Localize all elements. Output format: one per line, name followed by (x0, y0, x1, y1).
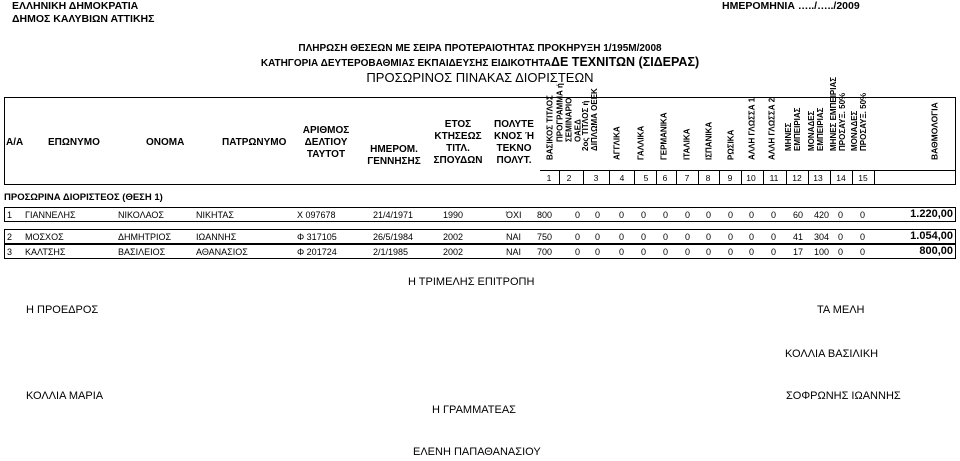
municipality-label: ΔΗΜΟΣ ΚΑΛΥΒΙΩΝ ΑΤΤΙΚΗΣ (12, 13, 155, 25)
cell-birth: 21/4/1971 (373, 210, 414, 220)
cell-criterion-4: 0 (619, 232, 625, 242)
col-vertical-4-line-1: ΑΓΓΛΙΚΑ (612, 126, 622, 160)
cell-criterion-5: 0 (641, 210, 647, 220)
president-name: ΚΟΛΛΙΑ ΜΑΡΙΑ (26, 390, 104, 402)
cell-criterion-13: 100 (814, 247, 830, 257)
cell-criterion-1: 750 (537, 232, 553, 242)
cell-birth: 2/1/1985 (373, 247, 409, 257)
col-year-l1: ΕΤΟΣ (444, 119, 472, 130)
date-value: …../…../2009 (797, 0, 860, 12)
col-vertical-11 (762, 99, 782, 169)
date-field (722, 0, 860, 12)
cell-criterion-15: 0 (860, 247, 866, 257)
column-number: 13 (813, 173, 823, 183)
cell-criterion-14: 0 (838, 247, 844, 257)
col-name: ΟΝΟΜΑ (146, 137, 185, 148)
specialty: ΔΕ ΤΕΧΝΙΤΩΝ (ΣΙΔΕΡΑΣ) (551, 55, 700, 69)
procurement-title: ΠΛΗΡΩΣΗ ΘΕΣΕΩΝ ΜΕ ΣΕΙΡΑ ΠΡΟΤΕΡΑΙΟΤΗΤΑΣ ΠΡΟΚΗΡΥΞΗ 1/195Μ/2008 (298, 43, 662, 54)
member1-name: ΚΟΛΛΙΑ ΒΑΣΙΛΙΚΗ (785, 348, 879, 360)
page-title: ΠΡΟΣΩΡΙΝΟΣ ΠΙΝΑΚΑΣ ΔΙΟΡΙΣΤΕΩΝ (366, 70, 594, 85)
column-divider (786, 170, 787, 184)
cell-aa: 3 (7, 247, 13, 257)
col-vertical-13-line-2: ΕΜΠΕΙΡΙΑΣ (816, 107, 825, 151)
col-vertical-2 (555, 83, 583, 169)
col-score-label: ΒΑΘΜΟΛΟΓΙΑ (929, 102, 940, 160)
col-aa: Α/Α (6, 137, 24, 148)
col-vertical-12-line-2: ΕΜΠΕΙΡΙΑΣ (793, 107, 802, 151)
republic-label: ΕΛΛΗΝΙΚΗ ΔΗΜΟΚΡΑΤΙΑ (12, 0, 139, 12)
cell-surname: ΓΙΑΝΝΕΛΗΣ (25, 210, 76, 220)
cell-criterion-3: 0 (595, 210, 601, 220)
cell-criterion-2: 0 (575, 247, 581, 257)
cell-criterion-2: 0 (575, 210, 581, 220)
column-divider (656, 170, 657, 184)
cell-id: Χ 097678 (297, 210, 336, 220)
cell-criterion-6: 0 (663, 210, 669, 220)
cell-birth: 26/5/1984 (373, 232, 414, 242)
secretary-label: Η ΓΡΑΜΜΑΤΕΑΣ (432, 404, 516, 416)
col-vertical-2-line-2: ΣΕΜΙΝΑΡΙΟ (564, 97, 574, 142)
column-divider (609, 170, 610, 184)
cell-father: ΑΘΑΝΑΣΙΟΣ (196, 247, 248, 257)
col-vertical-9 (721, 99, 741, 169)
cell-score: 1.054,00 (910, 230, 953, 242)
col-vertical-5 (631, 99, 651, 169)
col-vertical-6-line-1: ΓΕΡΜΑΝΙΚΑ (659, 112, 669, 160)
cell-criterion-11: 0 (771, 232, 777, 242)
col-vertical-6 (654, 99, 674, 169)
cell-criterion-8: 0 (706, 232, 712, 242)
members-label: ΤΑ ΜΕΛΗ (817, 304, 865, 316)
column-divider (676, 170, 677, 184)
col-vertical-6-label (660, 113, 669, 160)
column-divider (830, 170, 831, 184)
col-id (300, 125, 352, 161)
cell-surname: ΚΑΛΤΣΗΣ (25, 247, 66, 257)
column-number: 11 (769, 173, 779, 183)
col-multi-l1: ΠΟΛΥΤΕ (494, 119, 534, 130)
column-divider (874, 170, 875, 184)
column-number: 5 (643, 173, 649, 183)
column-number: 10 (746, 173, 756, 183)
cell-criterion-11: 0 (771, 247, 777, 257)
column-divider (698, 170, 699, 184)
section-label: ΠΡΟΣΩΡΙΝΑ ΔΙΟΡΙΣΤΕΟΣ (ΘΕΣΗ 1) (4, 192, 163, 203)
cell-criterion-5: 0 (641, 247, 647, 257)
col-father: ΠΑΤΡΩΝΥΜΟ (222, 137, 287, 148)
cell-criterion-4: 0 (619, 247, 625, 257)
col-vertical-10 (742, 99, 762, 169)
category-title (0, 55, 960, 69)
cell-criterion-6: 0 (663, 247, 669, 257)
col-year-l3: ΤΙΤΛ. (446, 143, 470, 154)
cell-multi: ΝΑΙ (506, 232, 522, 242)
cell-criterion-1: 700 (537, 247, 553, 257)
cell-year: 1990 (443, 210, 464, 220)
member2-name: ΣΟΦΡΩΝΗΣ ΙΩΑΝΝΗΣ (786, 390, 901, 402)
col-vertical-13-line-1: ΜΟΝΑΔΕΣ (807, 110, 816, 151)
col-vertical-7 (677, 99, 697, 169)
col-vertical-9-label (727, 130, 736, 160)
column-number: 12 (792, 173, 802, 183)
cell-criterion-5: 0 (641, 232, 647, 242)
cell-criterion-8: 0 (706, 210, 712, 220)
col-vertical-14-line-1: ΜΗΝΕΣ ΕΜΠΕΙΡΙΑΣ (829, 76, 838, 151)
table-row (4, 229, 956, 244)
col-vertical-5-label (637, 126, 646, 160)
cell-criterion-6: 0 (663, 232, 669, 242)
cell-criterion-7: 0 (685, 247, 691, 257)
cell-criterion-9: 0 (728, 210, 734, 220)
cell-criterion-15: 0 (860, 232, 866, 242)
col-multi (490, 119, 538, 167)
cell-criterion-9: 0 (728, 247, 734, 257)
cell-criterion-13: 420 (814, 210, 830, 220)
cell-criterion-11: 0 (771, 210, 777, 220)
cell-aa: 2 (7, 232, 13, 242)
col-vertical-4-label (613, 126, 622, 160)
col-birth-l2: ΓΕΝΝΗΣΗΣ (367, 156, 421, 167)
cell-score: 800,00 (919, 245, 953, 257)
column-number: 1 (546, 173, 552, 183)
column-number: 6 (662, 173, 668, 183)
col-id-l1: ΑΡΙΘΜΟΣ (302, 125, 350, 136)
col-vertical-14-label (829, 77, 847, 151)
col-vertical-11-line-1: ΑΛΛΗ ΓΛΩΣΣΑ 2 (767, 97, 777, 160)
column-divider (719, 170, 720, 184)
col-vertical-14-line-2: ΠΡΟΣΑΥΞ. 50% (838, 92, 847, 151)
cell-criterion-10: 0 (749, 247, 755, 257)
col-vertical-3 (580, 88, 600, 169)
col-vertical-12 (783, 99, 803, 169)
col-vertical-11-label (768, 98, 777, 160)
cell-criterion-1: 800 (537, 210, 553, 220)
table-row (4, 207, 956, 222)
col-vertical-14 (828, 76, 848, 169)
cell-criterion-10: 0 (749, 232, 755, 242)
cell-name: ΒΑΣΙΛΕΙΟΣ (118, 247, 166, 257)
column-number: 4 (619, 173, 625, 183)
col-vertical-2-line-1: ΠΡΟΓΡΑΜΜΑ ή (555, 83, 565, 142)
col-vertical-15-line-1: ΜΟΝΑΔΕΣ (850, 110, 859, 151)
column-divider (763, 170, 764, 184)
cell-year: 2002 (443, 247, 464, 257)
cell-criterion-14: 0 (838, 210, 844, 220)
column-number: 8 (705, 173, 711, 183)
col-year-l4: ΣΠΟΥΔΩΝ (433, 155, 483, 166)
col-vertical-10-line-1: ΑΛΛΗ ΓΛΩΣΣΑ 1 (747, 97, 757, 160)
column-divider (852, 170, 853, 184)
col-vertical-15 (849, 92, 869, 169)
col-vertical-10-label (748, 98, 757, 160)
col-vertical-3-label (581, 88, 599, 151)
cell-multi: ΝΑΙ (506, 247, 522, 257)
column-number: 9 (727, 173, 733, 183)
cell-year: 2002 (443, 232, 464, 242)
col-vertical-15-label (850, 93, 868, 151)
column-divider (559, 170, 560, 184)
col-vertical-13-label (807, 108, 825, 151)
cell-criterion-7: 0 (685, 232, 691, 242)
cell-aa: 1 (7, 210, 13, 220)
cell-criterion-12: 41 (793, 232, 804, 242)
col-vertical-5-line-1: ΓΑΛΛΙΚΑ (636, 125, 646, 160)
cell-criterion-3: 0 (595, 247, 601, 257)
col-vertical-7-label (683, 129, 692, 160)
column-divider (741, 170, 742, 184)
col-vertical-1-line-1: ΒΑΣΙΚΟΣ ΤΙΤΛΟΣ (545, 95, 555, 160)
col-vertical-12-label (784, 108, 802, 151)
column-number: 15 (858, 173, 868, 183)
cell-multi: ΌΧΙ (506, 210, 522, 220)
cell-criterion-10: 0 (749, 210, 755, 220)
cell-criterion-2: 0 (575, 232, 581, 242)
col-vertical-4 (607, 99, 627, 169)
col-multi-l2: ΚΝΟΣ Ή (493, 131, 535, 142)
cell-score: 1.220,00 (910, 208, 953, 220)
column-number: 14 (836, 173, 846, 183)
col-year-l2: ΚΤΗΣΕΩΣ (434, 131, 482, 142)
col-birth-l1: ΗΜΕΡΟΜ. (370, 144, 418, 155)
date-label: ΗΜΕΡΟΜΗΝΙΑ (722, 0, 795, 12)
col-surname: ΕΠΩΝΥΜΟ (48, 137, 100, 148)
col-vertical-8 (699, 99, 719, 169)
column-number: 3 (593, 173, 599, 183)
col-vertical-15-line-2: ΠΡΟΣΑΥΞ. 50% (859, 92, 868, 151)
cell-father: ΙΩΑΝΝΗΣ (196, 232, 237, 242)
col-multi-l4: ΠΟΛΥΤ. (496, 155, 532, 166)
col-vertical-3-line-1: 2ος ΤΙΤΛΟΣ ή (581, 100, 590, 151)
column-number: 2 (566, 173, 572, 183)
column-number: 7 (684, 173, 690, 183)
cell-criterion-14: 0 (838, 232, 844, 242)
column-divider (808, 170, 809, 184)
cell-id: Φ 201724 (297, 247, 337, 257)
col-id-l3: ΤΑΥΤΟΤ (306, 149, 346, 160)
cell-father: ΝΙΚΗΤΑΣ (196, 210, 234, 220)
col-vertical-8-label (705, 122, 714, 160)
cell-criterion-12: 60 (793, 210, 804, 220)
cell-id: Φ 317105 (297, 232, 337, 242)
table-row (4, 244, 956, 259)
col-vertical-12-line-1: ΜΗΝΕΣ (784, 122, 793, 151)
col-vertical-13 (806, 99, 826, 169)
cell-criterion-3: 0 (595, 232, 601, 242)
cell-criterion-15: 0 (860, 210, 866, 220)
column-divider (583, 170, 584, 184)
category-prefix: ΚΑΤΗΓΟΡΙΑ ΔΕΥΤΕΡΟΒΑΘΜΙΑΣ ΕΚΠΑΙΔΕΥΣΗΣ ΕΙΔΙΚΟΤΗΤΑ (260, 58, 552, 69)
president-label: Η ΠΡΟΕΔΡΟΣ (26, 304, 99, 316)
cell-criterion-12: 17 (793, 247, 804, 257)
cell-criterion-13: 304 (814, 232, 830, 242)
cell-name: ΔΗΜΗΤΡΙΟΣ (118, 232, 172, 242)
col-vertical-2-label (556, 83, 583, 142)
cell-criterion-4: 0 (619, 210, 625, 220)
cell-surname: ΜΟΣΧΟΣ (25, 232, 64, 242)
cell-criterion-7: 0 (685, 210, 691, 220)
cell-name: ΝΙΚΟΛΑΟΣ (118, 210, 164, 220)
col-year (432, 119, 484, 167)
cell-criterion-9: 0 (728, 232, 734, 242)
col-score (925, 99, 945, 169)
col-vertical-2-line-3: ΟΑΕΔ (573, 119, 583, 142)
cell-criterion-8: 0 (706, 247, 712, 257)
committee-title: Η ΤΡΙΜΕΛΗΣ ΕΠΙΤΡΟΠΗ (408, 276, 535, 288)
col-birth (366, 144, 422, 168)
col-vertical-3-line-2: ΔΙΠΛΩΜΑ ΟΕΕΚ (590, 88, 599, 151)
col-multi-l3: ΤΕΚΝΟ (496, 143, 532, 154)
column-divider (634, 170, 635, 184)
col-vertical-8-line-1: ΙΣΠΑΝΙΚΑ (704, 121, 714, 160)
col-id-l2: ΔΕΛΤΙΟΥ (304, 137, 348, 148)
col-vertical-1-label (546, 95, 555, 160)
secretary-name: ΕΛΕΝΗ ΠΑΠΑΘΑΝΑΣΙΟΥ (413, 446, 541, 458)
col-vertical-9-line-1: ΡΩΣΙΚΑ (726, 129, 736, 160)
col-vertical-7-line-1: ΙΤΑΛΙΚΑ (682, 128, 692, 160)
